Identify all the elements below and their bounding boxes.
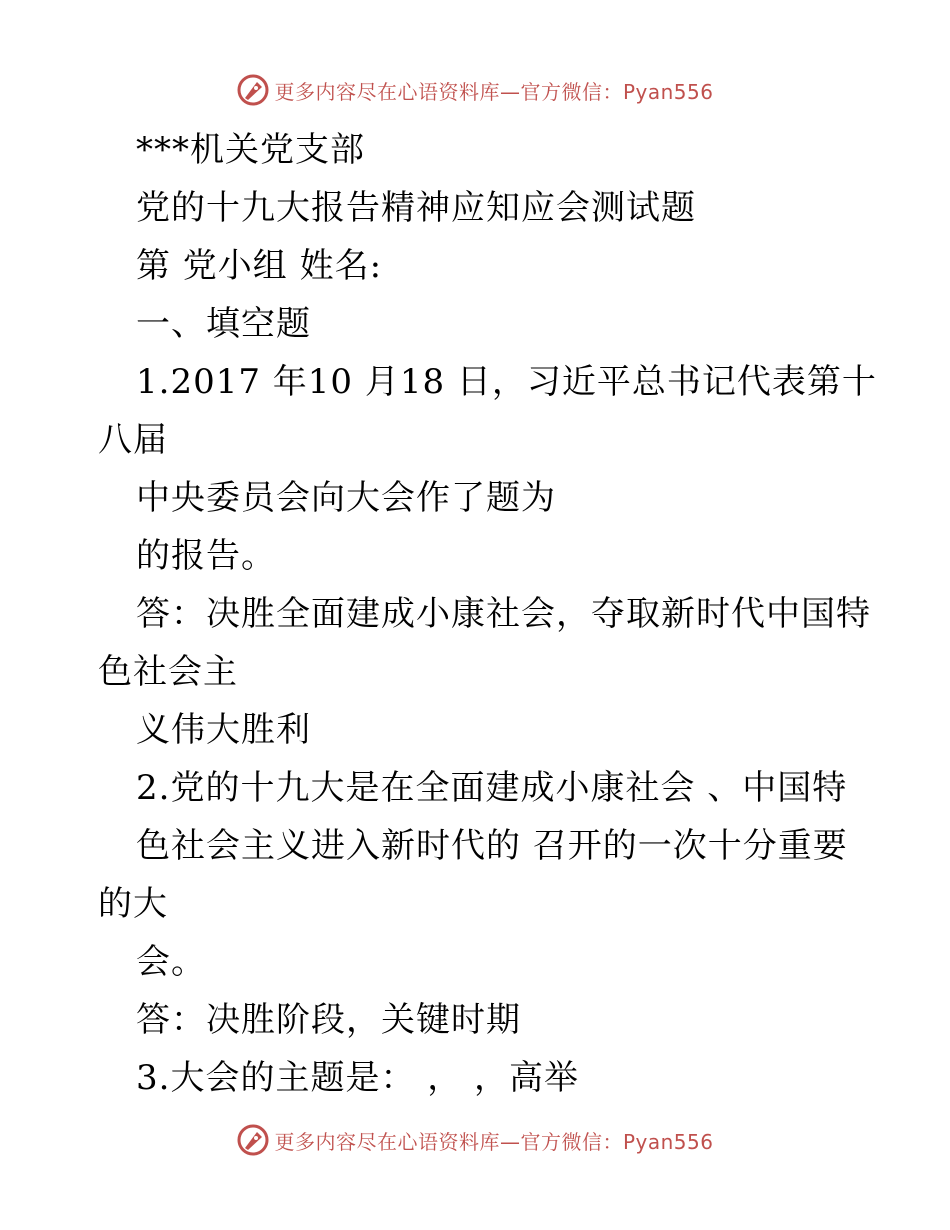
question-3-line-1: 3.大会的主题是： ， ，高举 [136,1058,580,1098]
answer-1-line-2: 色社会主 [98,652,238,692]
footer-banner [0,1120,950,1160]
pen-nib-logo-icon [236,73,270,107]
group-name-line: 第 党小组 姓名: [136,246,383,286]
question-1-line-2: 八届 [98,420,168,460]
org-name: ***机关党支部 [136,130,365,170]
answer-1-line-1: 答：决胜全面建成小康社会，夺取新时代中国特 [136,594,871,634]
question-2-line-4: 会。 [136,942,206,982]
section-heading: 一、填空题 [136,304,311,344]
question-1-line-4: 的报告。 [136,536,276,576]
question-1-line-3: 中央委员会向大会作了题为 [136,478,556,518]
doc-title: 党的十九大报告精神应知应会测试题 [136,188,696,228]
pen-nib-logo-icon [236,1123,270,1157]
question-1-line-1: 1.2017 年10 月18 日，习近平总书记代表第十 [136,362,877,402]
answer-1-line-3: 义伟大胜利 [136,710,311,750]
answer-2-line-1: 答：决胜阶段，关键时期 [136,1000,521,1040]
banner-text: 更多内容尽在心语资料库—官方微信：Pyan556 [274,79,714,104]
banner-text: 更多内容尽在心语资料库—官方微信：Pyan556 [274,1129,714,1154]
header-banner [0,70,950,110]
question-2-line-3: 的大 [98,884,168,924]
question-2-line-2: 色社会主义进入新时代的 召开的一次十分重要 [136,826,848,866]
question-2-line-1: 2.党的十九大是在全面建成小康社会 、中国特 [136,768,848,808]
